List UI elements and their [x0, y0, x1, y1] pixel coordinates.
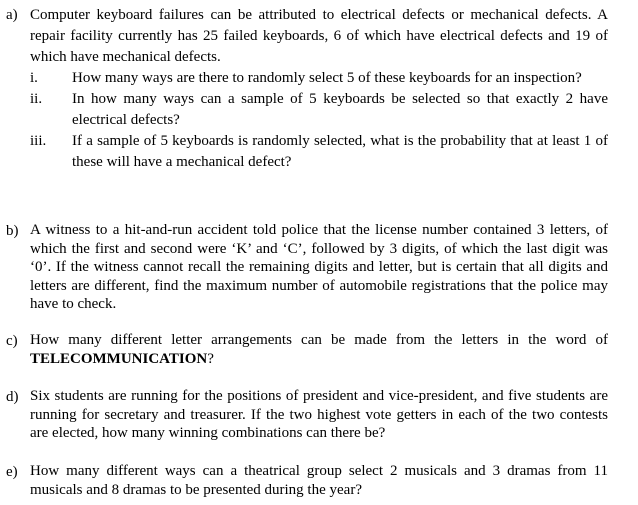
question-label: a)	[6, 7, 18, 23]
sub-question-i	[28, 68, 608, 89]
question-label: c)	[6, 333, 18, 349]
question-label: e)	[6, 464, 18, 480]
question-b	[6, 221, 608, 314]
sub-question-iii	[28, 131, 608, 173]
question-text: Six students are running for the positions of president and vice-president, and five students are running for secretary and treasurer. If the two highest vote getters in each of the two contests are elected, how many winning combinations can there be?	[30, 388, 608, 441]
question-text: How many different ways can a theatrical group select 2 musicals and 3 dramas from 11 musicals and 8 dramas to be presented during the year?	[30, 463, 608, 498]
sub-question-ii	[28, 89, 608, 131]
question-d	[6, 387, 608, 443]
sub-question-label: ii.	[30, 91, 43, 107]
question-text-after: ?	[207, 350, 214, 367]
question-label: b)	[6, 223, 19, 239]
question-a	[6, 5, 608, 173]
sub-question-label: i.	[30, 70, 38, 86]
question-label: d)	[6, 389, 19, 405]
highlighted-word: TELECOMMUNICATION	[30, 350, 208, 367]
question-e	[6, 462, 608, 499]
sub-question-text: In how many ways can a sample of 5 keyboards be selected so that exactly 2 have electrical defects?	[72, 91, 608, 128]
sub-question-label: iii.	[30, 133, 47, 149]
question-text	[30, 331, 608, 368]
question-text-before: How many different letter arrangements can be made from the letters in the word of	[30, 332, 608, 348]
question-text: A witness to a hit-and-run accident told police that the license number contained 3 letters, of which the first and second were ‘K’ and ‘C’, followed by 3 digits, of which the last digit was ‘0’. If the witness cannot recall the remaining digits and letter, but is certain that all digits and letters are different, find the maximum number of automobile registrations that the police may have to check.	[30, 222, 608, 312]
sub-question-text: How many ways are there to randomly select 5 of these keyboards for an inspection?	[72, 70, 582, 86]
question-text: Computer keyboard failures can be attributed to electrical defects or mechanical defects. A repair facility currently has 25 failed keyboards, 6 of which have electrical defects and 19 of which have mechanical defects.	[30, 7, 608, 65]
question-c	[6, 331, 608, 368]
sub-question-text: If a sample of 5 keyboards is randomly selected, what is the probability that at least 1 of these will have a mechanical defect?	[72, 133, 608, 170]
